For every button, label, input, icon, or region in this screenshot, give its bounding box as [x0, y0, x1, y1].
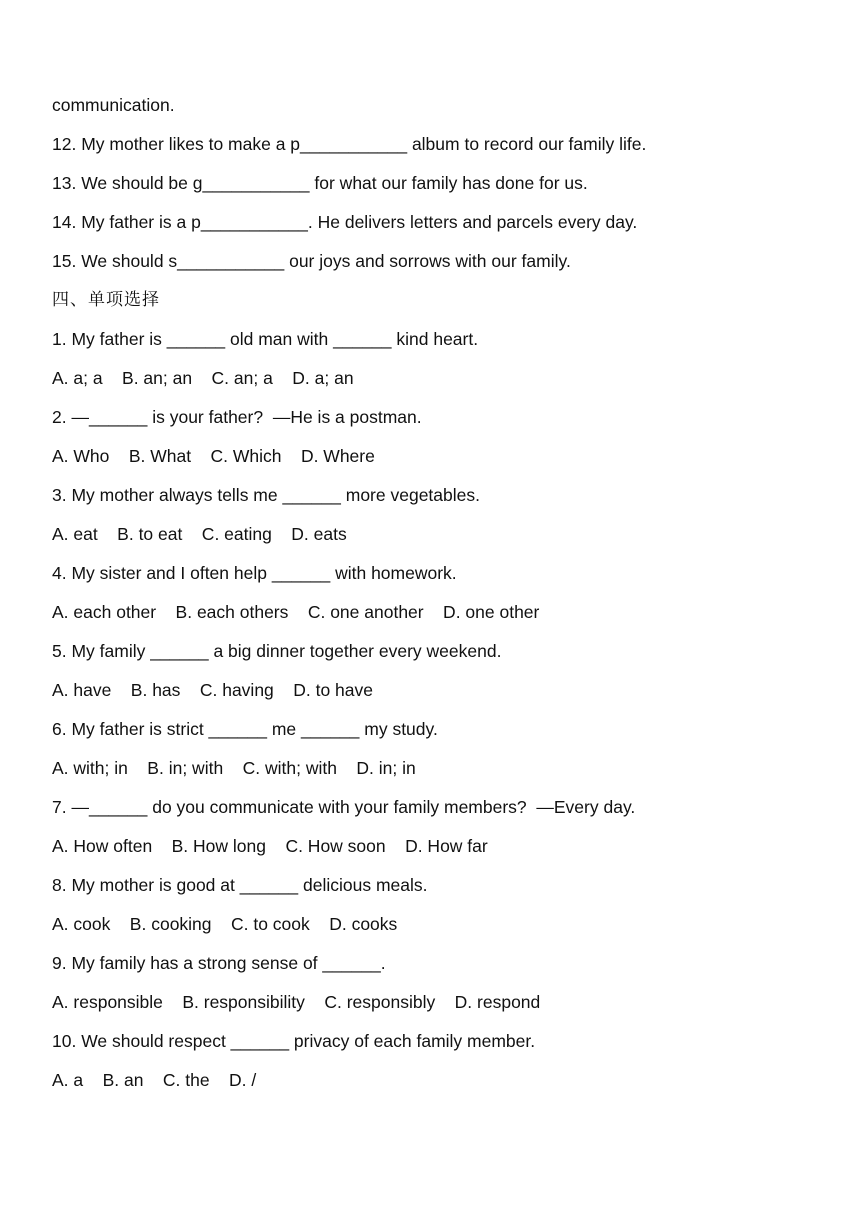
mc-question-6: 6. My father is strict ______ me ______ my study.	[52, 719, 438, 739]
mc-options-4: A. each other B. each others C. one another D. one other	[52, 602, 540, 622]
mc-question-10: 10. We should respect ______ privacy of each family member.	[52, 1031, 536, 1051]
section-heading: 四、单项选择	[52, 290, 160, 310]
text-line-continuation: communication.	[52, 95, 175, 115]
mc-question-2: 2. —______ is your father? —He is a postman.	[52, 407, 422, 427]
mc-options-10: A. a B. an C. the D. /	[52, 1070, 257, 1090]
mc-options-6: A. with; in B. in; with C. with; with D. in; in	[52, 758, 416, 778]
question-line-14: 14. My father is a p___________. He delivers letters and parcels every day.	[52, 212, 638, 232]
mc-options-9: A. responsible B. responsibility C. responsibly D. respond	[52, 992, 541, 1012]
mc-options-2: A. Who B. What C. Which D. Where	[52, 446, 375, 466]
mc-question-9: 9. My family has a strong sense of ______.	[52, 953, 386, 973]
mc-options-1: A. a; a B. an; an C. an; a D. a; an	[52, 368, 354, 388]
mc-question-3: 3. My mother always tells me ______ more vegetables.	[52, 485, 480, 505]
question-line-13: 13. We should be g___________ for what our family has done for us.	[52, 173, 588, 193]
mc-question-5: 5. My family ______ a big dinner together every weekend.	[52, 641, 502, 661]
mc-question-8: 8. My mother is good at ______ delicious meals.	[52, 875, 428, 895]
mc-question-1: 1. My father is ______ old man with ______ kind heart.	[52, 329, 479, 349]
mc-options-7: A. How often B. How long C. How soon D. How far	[52, 836, 488, 856]
question-line-12: 12. My mother likes to make a p___________ album to record our family life.	[52, 134, 647, 154]
mc-options-5: A. have B. has C. having D. to have	[52, 680, 373, 700]
question-line-15: 15. We should s___________ our joys and sorrows with our family.	[52, 251, 571, 271]
mc-question-7: 7. —______ do you communicate with your family members? —Every day.	[52, 797, 636, 817]
mc-question-4: 4. My sister and I often help ______ with homework.	[52, 563, 457, 583]
mc-options-3: A. eat B. to eat C. eating D. eats	[52, 524, 347, 544]
mc-options-8: A. cook B. cooking C. to cook D. cooks	[52, 914, 398, 934]
